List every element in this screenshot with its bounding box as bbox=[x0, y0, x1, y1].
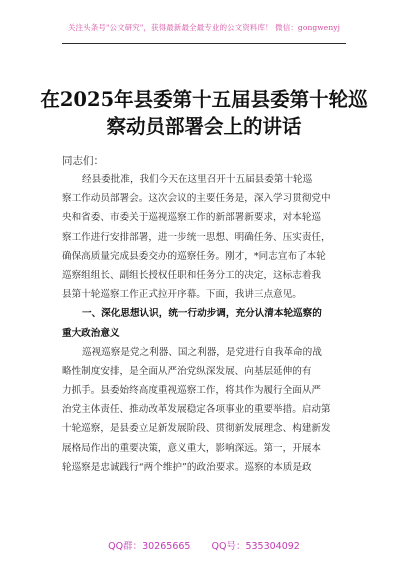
header-note: 关注头条号"公文研究"，获得最新最全最专业的公文资料库！ 微信：gongwenyj bbox=[67, 23, 341, 32]
body-line: 巡察组组长、副组长授权任职和任务分工的决定，这标志着我 bbox=[62, 269, 322, 281]
document-body bbox=[62, 170, 352, 477]
body-line: 经县委批准，我们今天在这里召开十五届县委第十轮巡 bbox=[82, 174, 313, 185]
title-line-2: 察动员部署会上的讲话 bbox=[106, 115, 302, 138]
section-heading: 重大政治意义 bbox=[62, 327, 120, 339]
body-line: 轮巡察是忠诚践行“两个维护”的政治要求。巡察的本质是政 bbox=[62, 461, 312, 473]
body-line: 力抓手。县委始终高度重视巡察工作，将其作为履行全面从严 bbox=[62, 385, 322, 397]
footer-qq-number: QQ号：535304092 bbox=[211, 541, 300, 552]
body-line: 县第十轮巡察工作正式拉开序幕。下面，我讲三点意见。 bbox=[62, 289, 302, 301]
salutation: 同志们： bbox=[62, 155, 104, 167]
body-line: 察工作进行安排部署，进一步统一思想、明确任务、压实责任， bbox=[62, 231, 331, 243]
body-line: 展格局作出的重要决策，意义重大，影响深远。第一，开展本 bbox=[62, 442, 322, 454]
footer-qq-group: QQ群：30265665 bbox=[108, 541, 191, 552]
footer-contact bbox=[0, 538, 408, 552]
body-line: 略性制度安排，是全面从严治党纵深发展、向基层延伸的有 bbox=[62, 365, 312, 377]
title-line-1: 在2025年县委第十五届县委第十轮巡 bbox=[40, 88, 368, 111]
body-line: 察工作动员部署会。这次会议的主要任务是，深入学习贯彻党中 bbox=[62, 193, 331, 205]
body-line: 治党主体责任、推动改革发展稳定各项事业的重要举措。启动第 bbox=[62, 404, 331, 416]
body-line: 巡视巡察是党之利器、国之利器，是党进行自我革命的战 bbox=[82, 346, 322, 358]
body-line: 央和省委、市委关于巡视巡察工作的新部署新要求，对本轮巡 bbox=[62, 212, 322, 224]
section-heading: 一、深化思想认识，统一行动步调，充分认清本轮巡察的 bbox=[82, 308, 322, 320]
header-divider bbox=[62, 43, 346, 44]
body-line: 十轮巡察，是县委立足新发展阶段、贯彻新发展理念、构建新发 bbox=[62, 423, 331, 435]
page-title bbox=[40, 86, 368, 140]
body-line: 确保高质量完成县委交办的巡察任务。刚才，*同志宣布了本轮 bbox=[62, 250, 326, 262]
